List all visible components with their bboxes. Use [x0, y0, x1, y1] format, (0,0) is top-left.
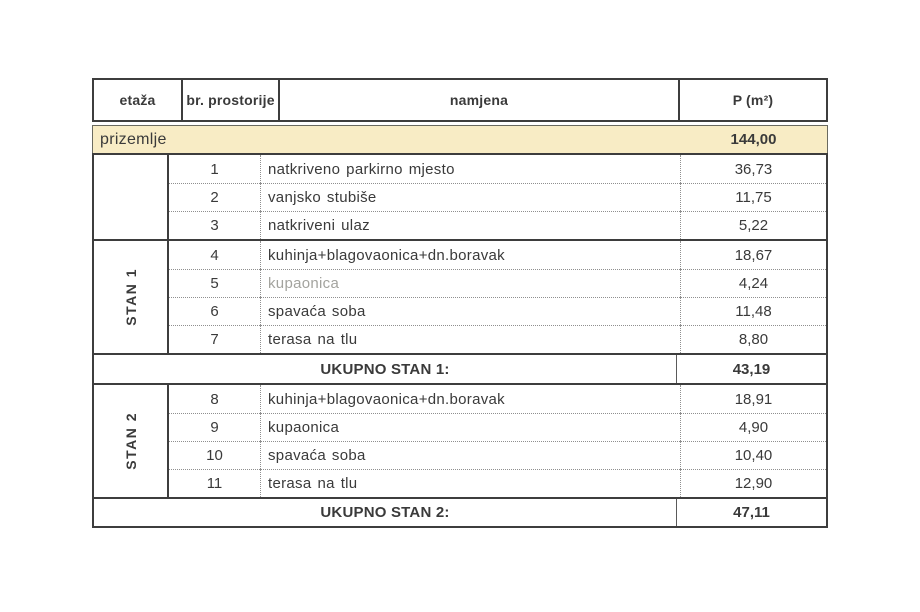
- room-number: 5: [169, 269, 260, 297]
- room-name: kupaonica: [260, 413, 680, 441]
- room-number: 8: [210, 390, 219, 408]
- room-area: 4,90: [680, 413, 826, 441]
- ukupno-stan2-value: 47,11: [676, 499, 826, 526]
- room-area: 36,73: [680, 155, 826, 183]
- stan1-side-cell: [94, 241, 169, 353]
- room-name: vanjsko stubiše: [260, 183, 680, 211]
- prizemlje-total-value: 144,00: [730, 131, 777, 148]
- room-name: spavaća soba: [260, 441, 680, 469]
- header-br-prostorije: br. prostorije: [183, 80, 280, 120]
- ukupno-stan1-label: UKUPNO STAN 1:: [320, 360, 450, 378]
- prizemlje-label: prizemlje: [100, 130, 167, 148]
- room-name: natkriveni ulaz: [260, 211, 680, 239]
- room-area: 18,67: [680, 241, 826, 269]
- room-name: terasa na tlu: [260, 325, 680, 353]
- room-area: 11,48: [680, 297, 826, 325]
- ukupno-stan1-row: [92, 353, 828, 385]
- header-p-m2: P (m²): [732, 92, 774, 108]
- room-area: 18,91: [680, 385, 826, 413]
- room-number: 1: [210, 160, 219, 178]
- area-table: [92, 78, 828, 528]
- room-number: 3: [169, 211, 260, 239]
- room-name: terasa na tlu: [260, 469, 680, 497]
- room-number: 6: [169, 297, 260, 325]
- room-name: natkriveno parkirno mjesto: [260, 155, 680, 183]
- room-number: 4: [210, 246, 219, 264]
- ukupno-stan1-value: 43,19: [676, 355, 826, 383]
- room-name: kupaonica: [260, 269, 680, 297]
- room-area: 4,24: [680, 269, 826, 297]
- room-area: 8,80: [680, 325, 826, 353]
- room-number: 7: [169, 325, 260, 353]
- room-number: 2: [169, 183, 260, 211]
- room-number: 9: [169, 413, 260, 441]
- ukupno-stan2-row: [92, 497, 828, 528]
- room-area: 10,40: [680, 441, 826, 469]
- stan2-side-cell: [94, 385, 169, 497]
- room-number: 11: [169, 469, 260, 497]
- room-name: kuhinja+blagovaonica+dn.boravak: [260, 241, 680, 269]
- header-etaza: etaža: [94, 80, 183, 120]
- stan1-block: [92, 239, 828, 355]
- room-area: 11,75: [680, 183, 826, 211]
- stan2-label: STAN 2: [122, 412, 139, 470]
- etaza-empty-cell: [94, 155, 169, 239]
- room-area: 12,90: [680, 469, 826, 497]
- room-number: 10: [169, 441, 260, 469]
- ukupno-stan2-label: UKUPNO STAN 2:: [320, 504, 450, 521]
- stan2-block: [92, 383, 828, 499]
- stan1-label: STAN 1: [122, 268, 139, 326]
- ground-rooms-block: [92, 153, 828, 241]
- room-name: spavaća soba: [260, 297, 680, 325]
- prizemlje-row: [92, 125, 828, 154]
- header-namjena: namjena: [280, 80, 680, 120]
- room-area: 5,22: [680, 211, 826, 239]
- room-name: kuhinja+blagovaonica+dn.boravak: [260, 385, 680, 413]
- table-header-row: [92, 78, 828, 122]
